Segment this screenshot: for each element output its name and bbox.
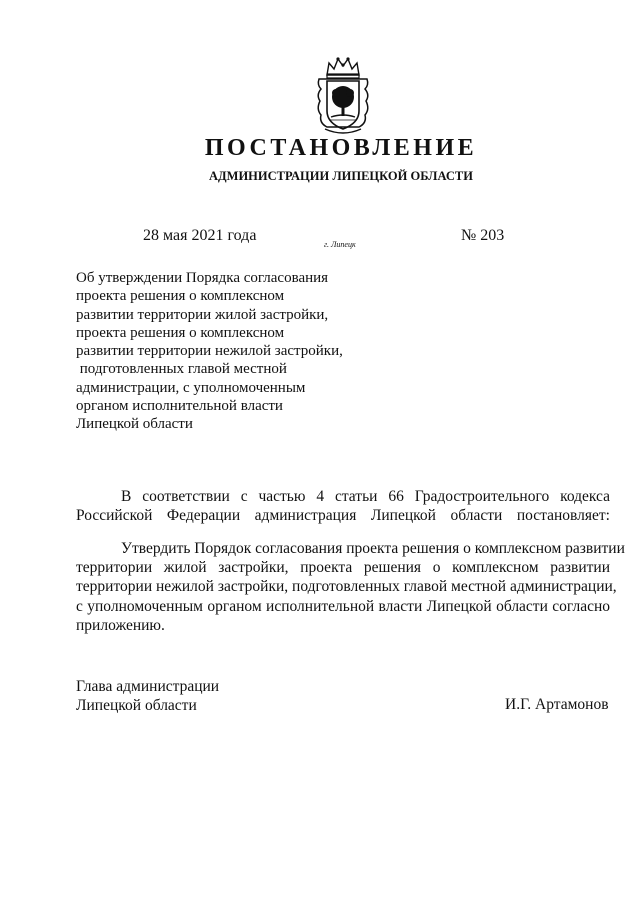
heading-line: Об утверждении Порядка согласования <box>76 270 329 286</box>
document-subtitle: АДМИНИСТРАЦИИ ЛИПЕЦКОЙ ОБЛАСТИ <box>209 169 473 183</box>
document-date: 28 мая 2021 года <box>143 227 257 244</box>
heading-line: проекта решения о комплексном <box>76 324 285 341</box>
heading-line: Липецкой области <box>76 416 193 433</box>
paragraph-line: приложению. <box>76 616 165 634</box>
signatory-position-line: Глава администрации <box>76 678 220 695</box>
paragraph-line: территории жилой застройки, проекта решения о комплексном развитии <box>76 559 610 577</box>
body-paragraph-preamble <box>76 487 610 525</box>
paragraph-line: с уполномоченным органом исполнительной власти Липецкой области согласно <box>76 597 610 615</box>
heading-line: развитии территории жилой застройки, <box>76 306 329 323</box>
lipetsk-coat-of-arms-icon <box>313 55 373 137</box>
paragraph-line: В соответствии с частью 4 статьи 66 Градостроительного кодекса <box>121 488 610 505</box>
heading-line: органом исполнительной власти <box>76 398 283 415</box>
heading-line: подготовленных главой местной <box>76 361 287 378</box>
resolution-heading <box>76 269 343 434</box>
document-number: № 203 <box>461 227 505 244</box>
heading-line: развитии территории нежилой застройки, <box>76 343 343 360</box>
paragraph-line: Утвердить Порядок согласования проекта решения о комплексном развитии <box>121 540 625 557</box>
document-city: г. Липецк <box>324 240 356 249</box>
signatory-position <box>76 677 219 715</box>
signatory-position-line: Липецкой области <box>76 697 197 714</box>
paragraph-line: территории нежилой застройки, подготовленных главой местной администрации, <box>76 578 617 596</box>
document-title: ПОСТАНОВЛЕНИЕ <box>204 135 478 161</box>
signatory-name: И.Г. Артамонов <box>505 696 609 713</box>
paragraph-line: Российской Федерации администрация Липецкой области постановляет: <box>76 507 610 525</box>
heading-line: проекта решения о комплексном <box>76 288 285 305</box>
body-paragraph-resolution <box>76 539 625 635</box>
heading-line: администрации, с уполномоченным <box>76 379 306 396</box>
